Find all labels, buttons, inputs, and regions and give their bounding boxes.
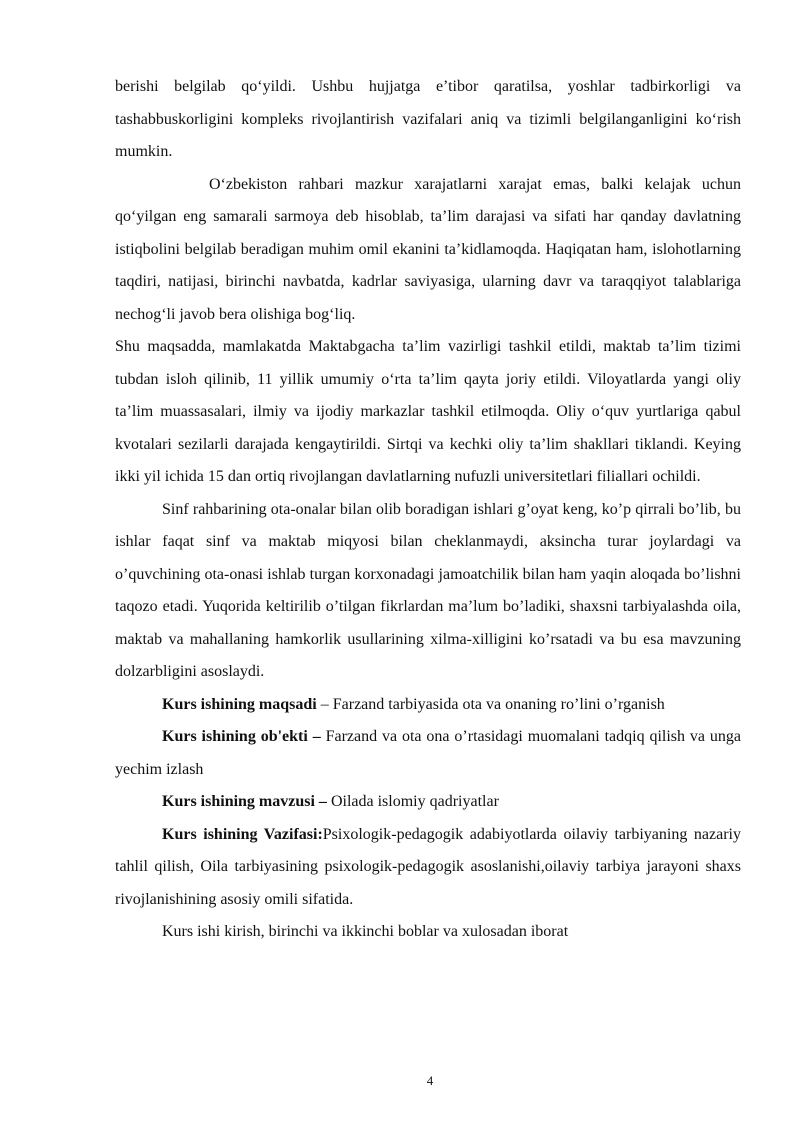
paragraph-course-structure: Kurs ishi kirish, birinchi va ikkinchi boblar va xulosadan iborat xyxy=(162,923,569,940)
course-tasks-label: Kurs ishining Vazifasi: xyxy=(162,825,323,843)
paragraph-course-tasks xyxy=(115,819,741,917)
course-subject-text: Oilada islomiy qadriyatlar xyxy=(326,793,499,810)
body-text xyxy=(115,71,741,949)
course-object-text: Farzand va ota ona o’rtasidagi muomalani tadqiq qilish va unga yechim izlash xyxy=(115,728,741,778)
page-number: 4 xyxy=(426,1073,434,1088)
paragraph-intro-continuation: berishi belgilab qo‘yildi. Ushbu hujjatga e’tibor qaratilsa, yoshlar tadbirkorligi va tashabbuskorligini kompleks rivojlantirish vazifalari aniq va tizimli belgilanganligini ko‘rish mumkin. xyxy=(115,78,741,160)
paragraph-course-subject xyxy=(115,786,741,819)
paragraph-leader-investment: O‘zbekiston rahbari mazkur xarajatlarni xarajat emas, balki kelajak uchun qo‘yilgan eng samarali sarmoya deb hisoblab, ta’lim darajasi va sifati har qanday davlatning istiqbolini belgilab beradigan muhim omil ekanini ta’kidlamoqda. Haqiqatan ham, islohotlarning taqdiri, natijasi, birinchi navbatda, kadrlar saviyasiga, ularning davr va taraqqiyot talablariga nechog‘li javob bera olishiga bog‘liq. xyxy=(115,175,741,323)
course-subject-label: Kurs ishining mavzusi – xyxy=(162,793,327,810)
paragraph-education-reforms: Shu maqsadda, mamlakatda Maktabgacha ta’lim vazirligi tashkil etildi, maktab ta’lim tizimi tubdan isloh qilinib, 11 yillik umumiy o‘rta ta’lim qayta joriy etildi. Viloyatlarda yangi oliy ta’lim muassasalari, ilmiy va ijodiy markazlar tashkil etilmoqda. Oliy o‘quv yurtlariga qabul kvotalari sezilarli darajada kengaytirildi. Sirtqi va kechki oliy ta’lim shakllari tiklandi. Keying ikki yil ichida 15 dan ortiq rivojlangan davlatlarning nufuzli universitetlari filiallari ochildi. xyxy=(115,338,741,485)
course-object-label: Kurs ishining ob'ekti – xyxy=(162,728,321,745)
paragraph-class-teacher: Sinf rahbarining ota-onalar bilan olib boradigan ishlari g’oyat keng, ko’p qirrali bo’lib, bu ishlar faqat sinf va maktab miqyosi bilan cheklanmaydi, aksincha turar joylardagi va o’quvchining ota-onasi ishlab turgan korxonadagi jamoatchilik bilan ham yaqin aloqada bo’lishni taqozo etadi. Yuqorida keltirilib o’tilgan fikrlardan ma’lum bo’ladiki, shaxsni tarbiyalashda oila, maktab va mahallaning hamkorlik usullarining xilma-xilligini ko’rsatadi va bu esa mavzuning dolzarbligini asoslaydi. xyxy=(115,500,741,680)
paragraph-course-object xyxy=(115,721,741,786)
course-tasks-text: Psixologik-pedagogik adabiyotlarda oilaviy tarbiyaning nazariy tahlil qilish, Oila tarbiyasining psixologik-pedagogik asoslanishi,oilaviy tarbiya jarayoni shaxs rivojlanishining asosiy omili sifatida. xyxy=(115,825,742,908)
paragraph-course-goal xyxy=(115,689,741,722)
course-goal-text: – Farzand tarbiyasida ota va onaning ro’lini o’rganish xyxy=(316,695,665,713)
course-goal-label: Kurs ishining maqsadi xyxy=(162,695,317,713)
